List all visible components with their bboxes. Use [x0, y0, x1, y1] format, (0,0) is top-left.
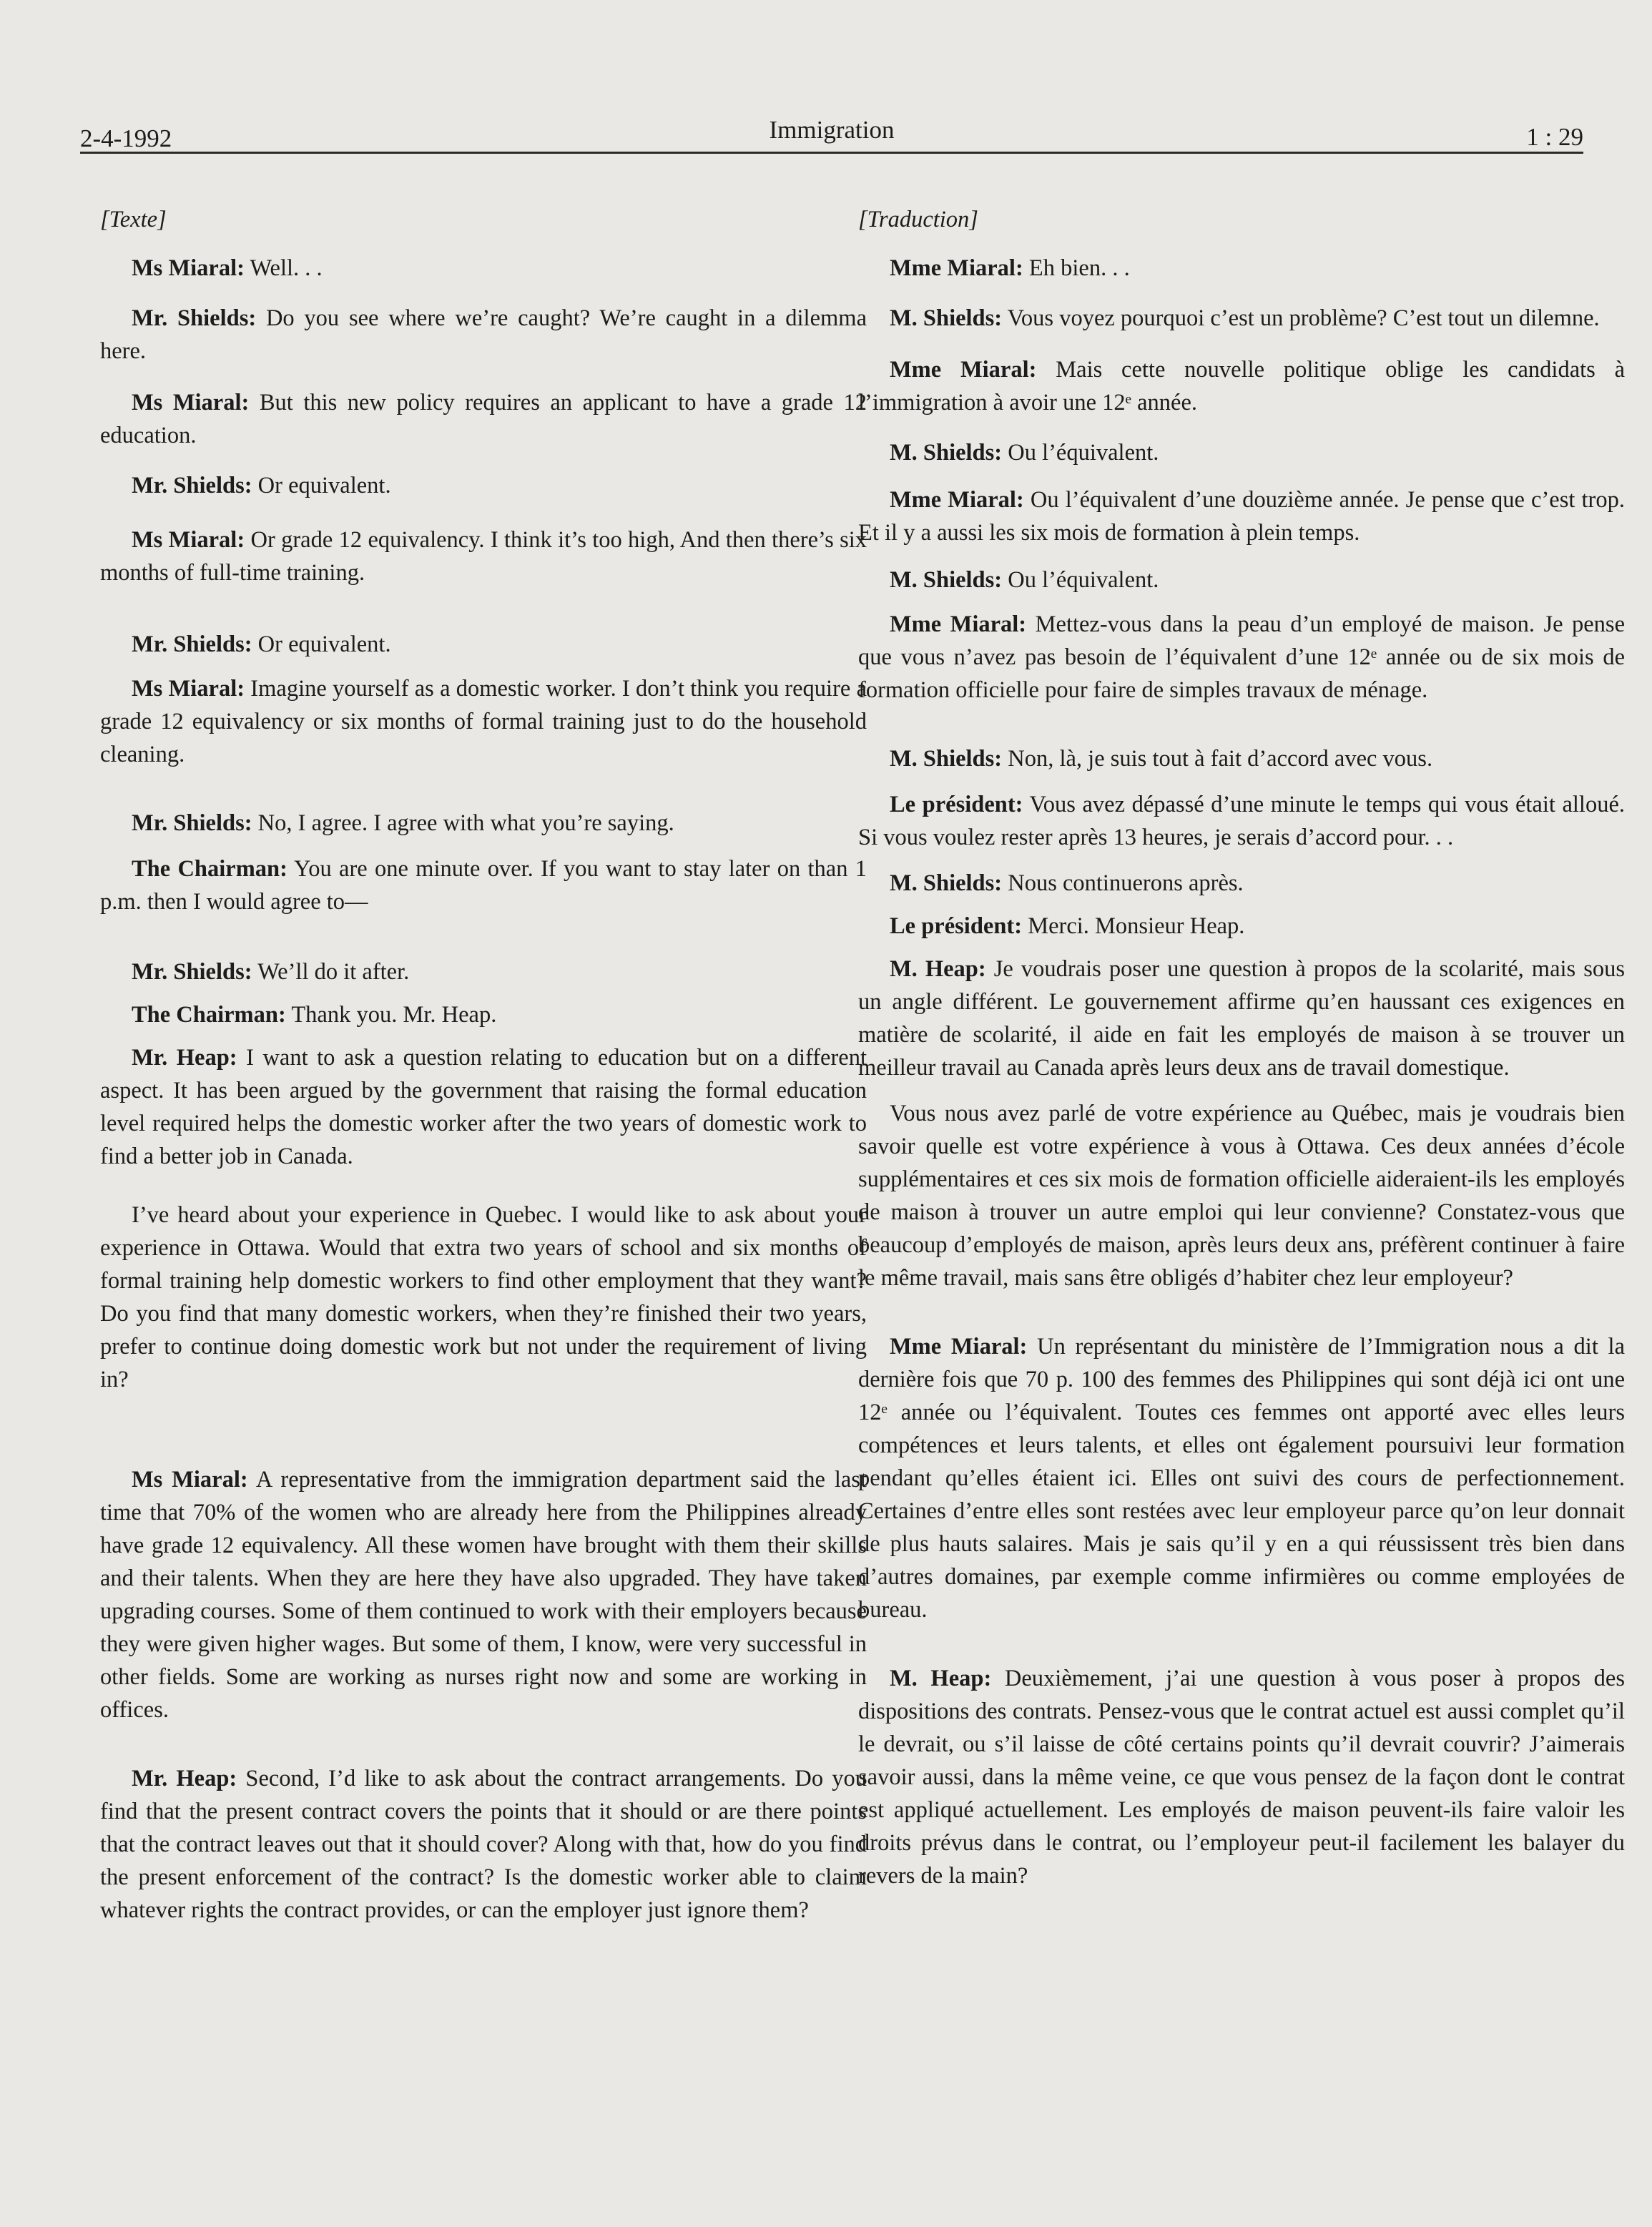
- speech-text: Un représentant du ministère de l’Immigration nous a dit la dernière fois que 70 p. 100 des femmes des Philippines qui sont déjà ici ont une 12ᵉ année ou l’équivalent. Toutes ces femmes ont apporté avec elles leurs compétences et leurs talents, et elles ont également poursuivi leur formation pendant qu’elles étaient ici. Elles ont suivi des cours de perfectionnement. Certaines d’entre elles sont restées avec leur employeur parce qu’on leur donnait de plus hauts salaires. Mais je sais qu’il y en a qui réussissent très bien dans d’autres domaines, par exemple comme infirmières ou comme employées de bureau.: [858, 1334, 1626, 1623]
- speaker-name: M. Shields:: [890, 746, 1003, 772]
- speech-text: Mais cette nouvelle politique oblige les candidats à l’immigration à avoir une 12ᵉ année.: [858, 357, 1626, 416]
- speaker-name: Mme Miaral:: [890, 357, 1037, 383]
- speaker-name: Ms Miaral:: [132, 390, 250, 416]
- transcript-paragraph: [858, 483, 1625, 549]
- speaker-name: Mr. Shields:: [132, 473, 252, 498]
- transcript-paragraph: [858, 953, 1625, 1084]
- speaker-name: Mr. Shields:: [132, 305, 257, 331]
- transcript-paragraph: [858, 867, 1625, 900]
- speech-text: Eh bien. . .: [1028, 255, 1130, 281]
- speech-text: Nous continuerons après.: [1008, 870, 1244, 896]
- transcript-paragraph: [858, 302, 1625, 335]
- speaker-name: Mme Miaral:: [890, 487, 1024, 513]
- header-title: Immigration: [769, 116, 895, 144]
- transcript-paragraph: [100, 852, 867, 918]
- speaker-name: Mme Miaral:: [890, 611, 1027, 637]
- speech-text: Imagine yourself as a domestic worker. I don’t think you require a grade 12 equivalency or six months of formal training just to do the household cleaning.: [100, 676, 867, 767]
- transcript-paragraph: [858, 742, 1625, 775]
- speaker-name: Mr. Shields:: [132, 810, 252, 836]
- transcript-paragraph: [858, 564, 1625, 596]
- transcript-paragraph: [100, 1041, 867, 1173]
- speaker-name: Ms Miaral:: [132, 527, 245, 553]
- speaker-name: Ms Miaral:: [132, 676, 245, 702]
- speaker-name: M. Shields:: [890, 567, 1003, 593]
- speaker-name: Mme Miaral:: [890, 1334, 1028, 1360]
- transcript-paragraph: [858, 436, 1625, 469]
- transcript-paragraph: [858, 910, 1625, 943]
- speech-text: Or grade 12 equivalency. I think it’s too high, And then there’s six months of full-time training.: [100, 527, 867, 586]
- transcript-paragraph: [100, 672, 867, 771]
- transcript-paragraph: [100, 955, 867, 988]
- page-number: 1 : 29: [1526, 123, 1583, 151]
- speaker-name: Ms Miaral:: [132, 255, 245, 281]
- speech-text: Vous voyez pourquoi c’est un problème? C’est tout un dilemne.: [1007, 305, 1600, 331]
- speech-text: Or equivalent.: [257, 631, 391, 657]
- speech-text: Vous nous avez parlé de votre expérience au Québec, mais je voudrais bien savoir quelle est votre expérience à vous à Ottawa. Ces deux années d’école supplémentaires et ces six mois de formation officielle aideraient-ils les employés de maison à trouver un autre emploi qui leur convienne? Constatez-vous que beaucoup d’employés de maison, après leurs deux ans, préfèrent continuer à faire le même travail, mais sans être obligés d’habiter chez leur employeur?: [858, 1101, 1625, 1291]
- speaker-name: Le président:: [890, 792, 1023, 817]
- transcript-paragraph: [858, 608, 1625, 707]
- speaker-name: Mr. Shields:: [132, 631, 252, 657]
- speaker-name: Mme Miaral:: [890, 255, 1023, 281]
- speech-text: Do you see where we’re caught? We’re caught in a dilemma here.: [100, 305, 867, 364]
- speech-text: Well. . .: [250, 255, 323, 281]
- speech-text: No, I agree. I agree with what you’re saying.: [257, 810, 674, 836]
- page-header: [80, 112, 1583, 154]
- transcript-paragraph: [858, 1330, 1625, 1626]
- speech-text: Ou l’équivalent.: [1008, 440, 1159, 466]
- transcript-paragraph: [100, 1199, 867, 1396]
- transcript-paragraph: [858, 788, 1625, 854]
- speech-text: But this new policy requires an applicant to have a grade 12 education.: [100, 390, 867, 448]
- speech-text: Ou l’équivalent.: [1008, 567, 1159, 593]
- speaker-name: Mr. Heap:: [132, 1766, 237, 1791]
- transcript-paragraph: [100, 998, 867, 1031]
- transcript-paragraph: [100, 628, 867, 661]
- header-date: 2-4-1992: [80, 124, 172, 152]
- speech-text: We’ll do it after.: [257, 959, 410, 985]
- speech-text: Or equivalent.: [257, 473, 391, 498]
- speech-text: Second, I’d like to ask about the contract arrangements. Do you find that the present contract covers the points that it should or are there points that the contract leaves out that it should cover? Along with that, how do you find the present enforcement of the contract? Is the domestic worker able to claim whatever rights the contract provides, or can the employer just ignore them?: [100, 1766, 867, 1923]
- speaker-name: Mr. Shields:: [132, 959, 252, 985]
- speaker-name: M. Heap:: [890, 1666, 992, 1691]
- column-tag: [Traduction]: [858, 207, 978, 232]
- transcript-paragraph: [100, 252, 867, 285]
- speech-text: I’ve heard about your experience in Quebec. I would like to ask about your experience in Ottawa. Would that extra two years of school and six months of formal training help domestic workers to find other employment that they want? Do you find that many domestic workers, when they’re finished their two years, prefer to continue doing domestic work but not under the requirement of living in?: [100, 1202, 867, 1392]
- transcript-paragraph: [858, 1097, 1625, 1294]
- speaker-name: The Chairman:: [132, 856, 287, 882]
- speaker-name: M. Heap:: [890, 956, 986, 982]
- speaker-name: M. Shields:: [890, 870, 1003, 896]
- header-rule: [80, 152, 1583, 154]
- transcript-paragraph: [100, 302, 867, 368]
- transcript-paragraph: [100, 807, 867, 840]
- transcript-paragraph: [100, 386, 867, 452]
- speaker-name: Le président:: [890, 913, 1023, 939]
- english-column: [100, 203, 867, 1927]
- speech-text: Merci. Monsieur Heap.: [1028, 913, 1245, 939]
- speech-text: I want to ask a question relating to education but on a different aspect. It has been argued by the government that raising the formal education level required helps the domestic worker after the two years of domestic work to find a better job in Canada.: [100, 1045, 867, 1169]
- transcript-paragraph: [858, 252, 1625, 285]
- speech-text: Vous avez dépassé d’une minute le temps qui vous était alloué. Si vous voulez rester après 13 heures, je serais d’accord pour. . .: [858, 792, 1625, 850]
- transcript-paragraph: [100, 523, 867, 589]
- speaker-name: The Chairman:: [132, 1002, 286, 1028]
- french-column: [858, 203, 1625, 1892]
- speaker-name: Mr. Heap:: [132, 1045, 237, 1071]
- speaker-name: M. Shields:: [890, 305, 1003, 331]
- speech-text: Deuxièmement, j’ai une question à vous poser à propos des dispositions des contrats. Pensez-vous que le contrat actuel est aussi complet qu’il le devrait, ou s’il laisse de côté certains points qu’il devrait couvrir? J’aimerais savoir aussi, dans la même veine, ce que vous pensez de la façon dont le contrat est appliqué actuellement. Les employés de maison peuvent-ils faire valoir les droits prévus dans le contrat, ou l’employeur peut-il facilement les balayer du revers de la main?: [858, 1666, 1625, 1889]
- transcript-paragraph: [100, 1463, 867, 1726]
- transcript-paragraph: [858, 1662, 1625, 1892]
- transcript-paragraph: [858, 353, 1625, 419]
- speaker-name: M. Shields:: [890, 440, 1003, 466]
- speaker-name: Ms Miaral:: [132, 1467, 248, 1493]
- speech-text: Non, là, je suis tout à fait d’accord avec vous.: [1008, 746, 1433, 772]
- speech-text: Mettez-vous dans la peau d’un employé de maison. Je pense que vous n’avez pas besoin de l’équivalent d’une 12ᵉ année ou de six mois de formation officielle pour faire de simples travaux de ménage.: [858, 611, 1625, 703]
- transcript-paragraph: [100, 1762, 867, 1927]
- speech-text: Ou l’équivalent d’une douzième année. Je pense que c’est trop. Et il y a aussi les six mois de formation à plein temps.: [858, 487, 1625, 546]
- transcript-paragraph: [100, 469, 867, 502]
- speech-text: A representative from the immigration department said the last time that 70% of the women who are already here from the Philippines already have grade 12 equivalency. All these women have brought with them their skills and their talents. When they are here they have also upgraded. They have taken upgrading courses. Some of them continued to work with their employers because they were given higher wages. But some of them, I know, were very successful in other fields. Some are working as nurses right now and some are working in offices.: [100, 1467, 867, 1723]
- column-tag: [Texte]: [100, 207, 167, 232]
- speech-text: Thank you. Mr. Heap.: [291, 1002, 497, 1028]
- speech-text: You are one minute over. If you want to stay later on than 1 p.m. then I would agree to—: [100, 856, 867, 915]
- speech-text: Je voudrais poser une question à propos de la scolarité, mais sous un angle différent. Le gouvernement affirme qu’en haussant ces exigences en matière de scolarité, il aide en fait les employés de maison à se trouver un meilleur travail au Canada après leurs deux ans de travail domestique.: [858, 956, 1626, 1081]
